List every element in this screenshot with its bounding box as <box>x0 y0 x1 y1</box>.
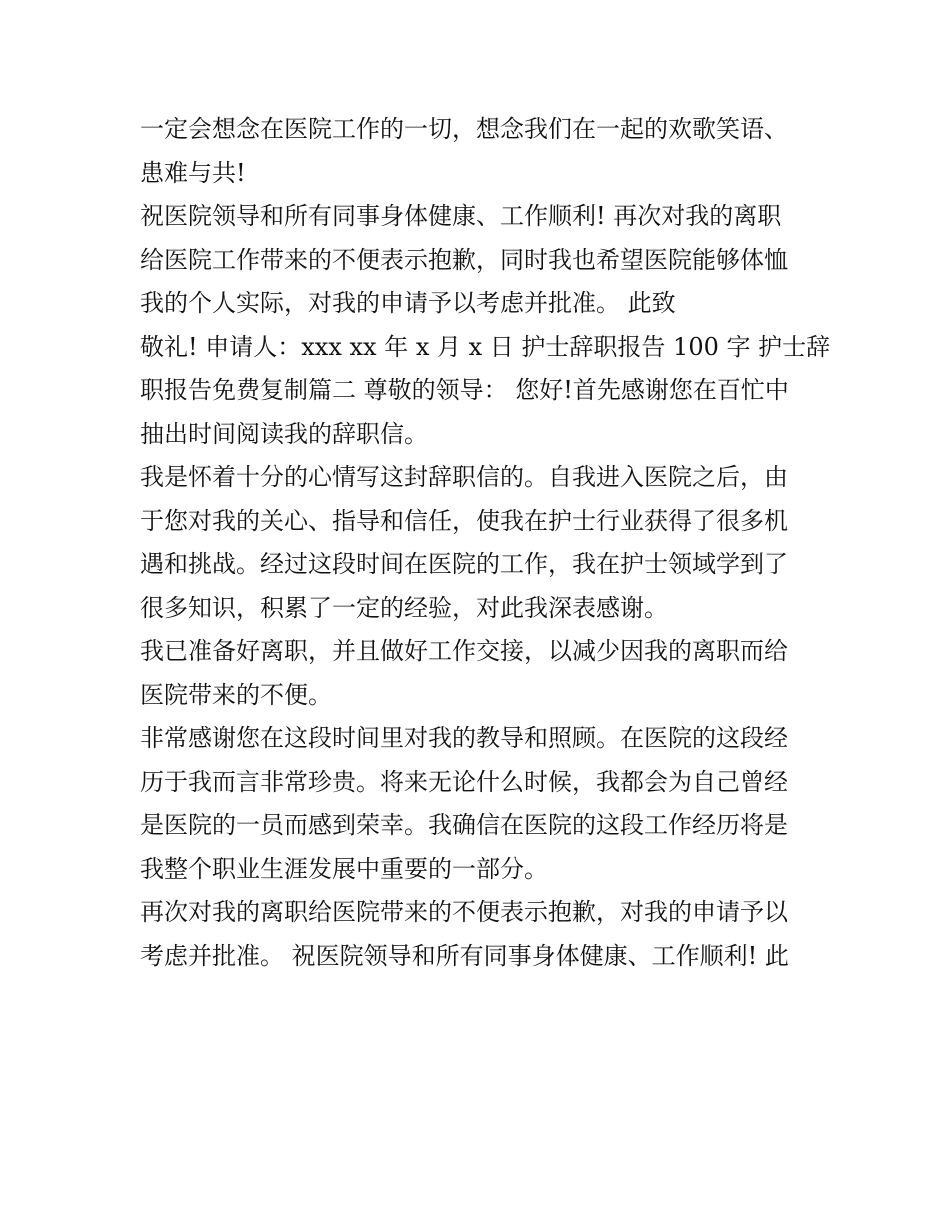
text-line: 是医院的一员而感到荣幸。我确信在医院的这段工作经历将是 <box>140 811 788 839</box>
text-line: 我已准备好离职，并且做好工作交接，以减少因我的离职而给 <box>140 637 788 665</box>
text-line: 医院带来的不便。 <box>140 680 332 709</box>
text-line: 再次对我的离职给医院带来的不便表示抱歉，对我的申请予以 <box>140 898 788 926</box>
text-line: 祝医院领导和所有同事身体健康、工作顺利! 再次对我的离职 <box>140 202 782 230</box>
text-line: 考虑并批准。 祝医院领导和所有同事身体健康、工作顺利! 此 <box>140 941 789 970</box>
text-line: 我的个人实际，对我的申请予以考虑并批准。 此致 <box>140 289 676 317</box>
text-line: 遇和挑战。经过这段时间在医院的工作，我在护士领域学到了 <box>140 550 788 578</box>
letter-body <box>140 108 831 978</box>
text-line: 一定会想念在医院工作的一切，想念我们在一起的欢歌笑语、 <box>140 115 788 143</box>
text-line: 患难与共! <box>140 158 246 187</box>
text-line: 很多知识，积累了一定的经验，对此我深表感谢。 <box>140 593 668 622</box>
text-line: 我整个职业生涯发展中重要的一部分。 <box>140 854 548 883</box>
text-line: 我是怀着十分的心情写这封辞职信的。自我进入医院之后，由 <box>140 463 788 491</box>
text-line: 敬礼! 申请人：xxx xx 年 x 月 x 日 护士辞职报告 100 字 护士辞 <box>140 332 831 361</box>
text-line: 抽出时间阅读我的辞职信。 <box>140 419 428 448</box>
text-line: 非常感谢您在这段时间里对我的教导和照顾。在医院的这段经 <box>140 724 788 752</box>
text-line: 给医院工作带来的不便表示抱歉，同时我也希望医院能够体恤 <box>140 245 788 274</box>
text-line: 历于我而言非常珍贵。将来无论什么时候，我都会为自己曾经 <box>140 767 788 796</box>
text-line: 职报告免费复制篇二 尊敬的领导： 您好!首先感谢您在百忙中 <box>140 376 789 404</box>
text-line: 于您对我的关心、指导和信任，使我在护士行业获得了很多机 <box>140 506 788 535</box>
